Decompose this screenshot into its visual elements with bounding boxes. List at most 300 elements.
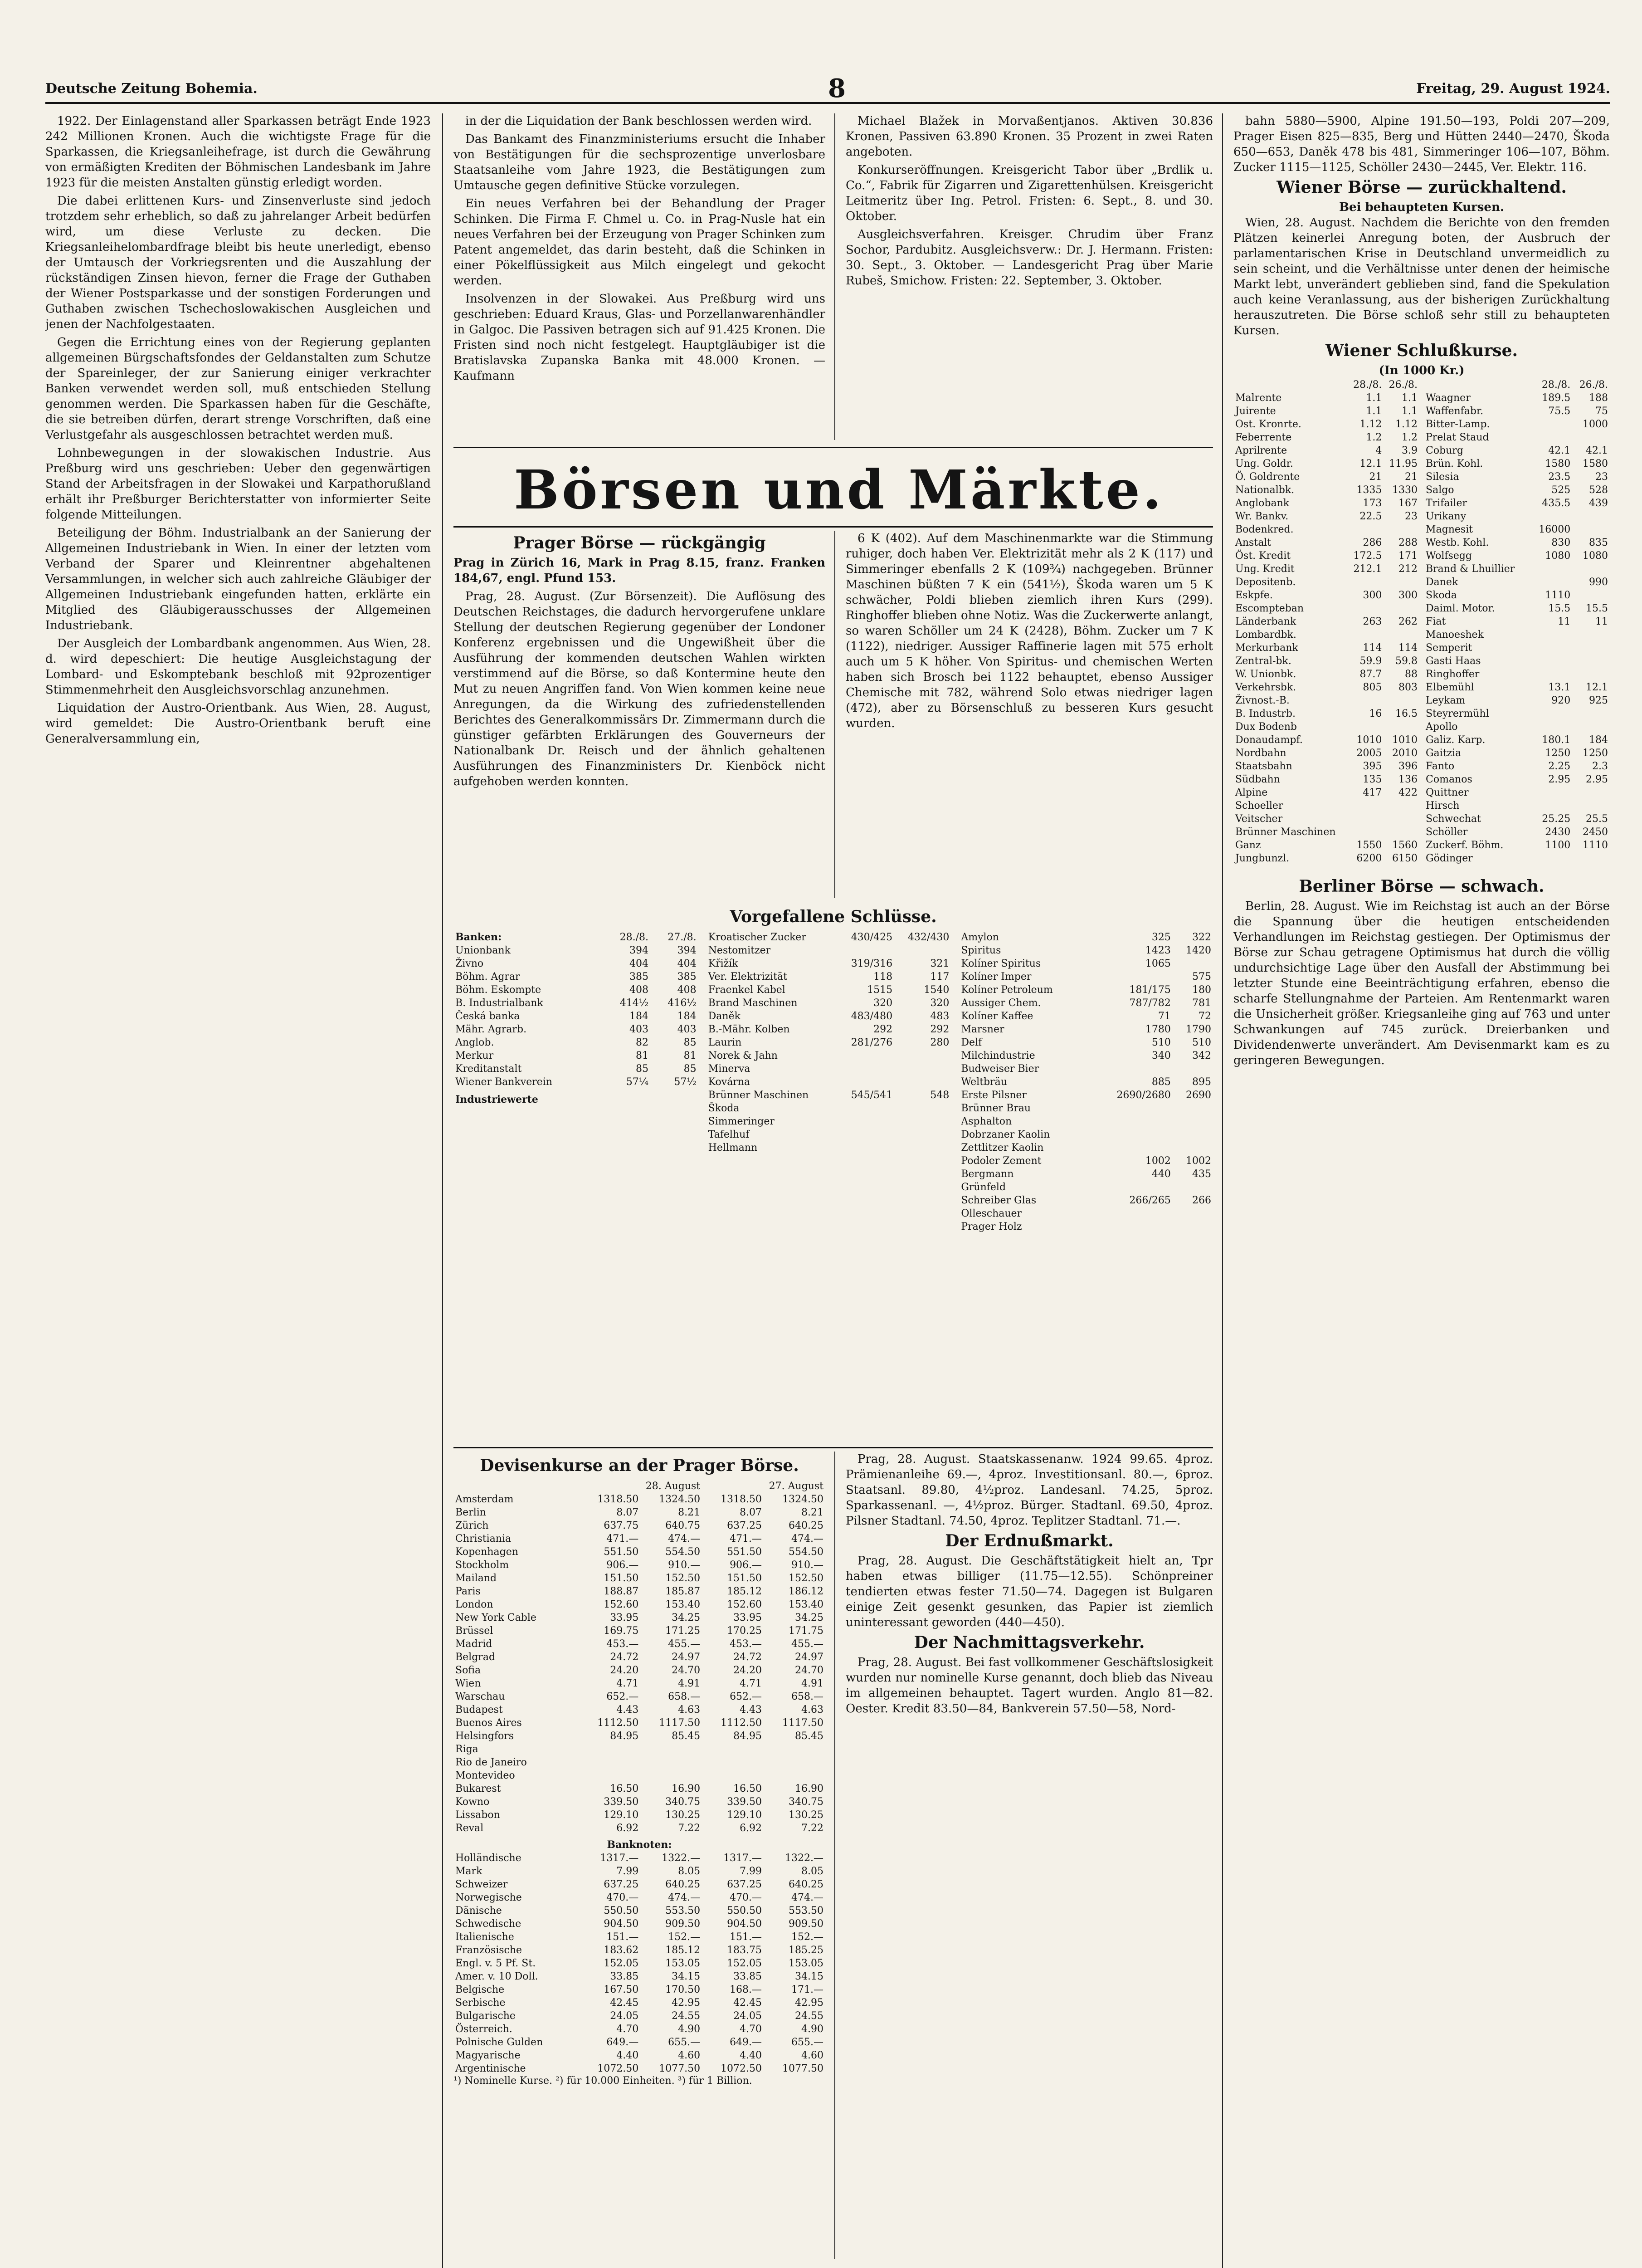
row-value: 909.50 (665, 1918, 701, 1930)
devisen-row (453, 1651, 825, 1664)
row-label: Brand & Lhuillier (1426, 563, 1515, 575)
industrie-row (959, 1220, 1213, 1233)
row-label: Holländische (455, 1853, 521, 1864)
row-value: 553.50 (789, 1905, 823, 1916)
row-value: 152.05 (727, 1958, 762, 1969)
row-value (1092, 1128, 1172, 1141)
row-value (1173, 1141, 1213, 1154)
row-value: 2430 (1545, 826, 1571, 838)
row-label: Norwegische (455, 1892, 522, 1903)
banken-row (453, 1036, 698, 1049)
industrie-row (706, 957, 951, 970)
row-label: Bitter-Lamp. (1426, 419, 1490, 430)
row-value: 455.— (791, 1638, 823, 1650)
row-value: 1.1 (1402, 392, 1418, 404)
row-value: 1002 (1145, 1155, 1171, 1167)
row-value (1531, 431, 1572, 444)
row-value (838, 1115, 894, 1128)
row-label: Norek & Jahn (708, 1050, 778, 1061)
row-value: 266 (1192, 1195, 1211, 1206)
row-value: 180 (1192, 984, 1211, 996)
row-value: 339.50 (727, 1796, 762, 1808)
col1-paragraph: Die dabei erlittenen Kurs- und Zinsenverluste sind jedoch trotzdem sehr erheblich, so daß zu jahrelanger Arbeit bedürfen wird, um diese Verluste zu decken. Die Kriegsanleihelombardfrage bleibt bis heute unerledigt, ebenso der Umtausch der Vorkriegsrenten und die Auszahlung der rückständigen Zinsen hievon, ferner die Frage der Guthaben der Wiener Postsparkasse und der sonstigen Forderungen und Guthaben zwischen Tschechoslowakischen Ausgleichen und jenen der Nachfolgestaaten. (45, 194, 431, 331)
row-value (1384, 826, 1419, 839)
row-value (1572, 431, 1610, 444)
row-value: 75 (1595, 406, 1608, 417)
row-value: 339.50 (604, 1796, 639, 1808)
row-label: Christiania (455, 1533, 512, 1545)
row-value: 16.5 (1395, 708, 1418, 719)
industrie-row (959, 1023, 1213, 1036)
row-value: 34.25 (795, 1612, 823, 1623)
row-label: Apollo (1426, 721, 1458, 733)
row-value: 4.60 (678, 2050, 701, 2061)
row-value (894, 1062, 951, 1075)
banknoten-row (453, 1917, 825, 1931)
row-label: Quittner (1426, 787, 1469, 798)
row-value: 528 (1589, 484, 1608, 496)
banknoten-row (453, 2036, 825, 2049)
row-value: 152.50 (665, 1573, 701, 1584)
row-label: Ganz (1235, 840, 1261, 851)
row-label: Amylon (961, 932, 999, 943)
row-label: Milchindustrie (961, 1050, 1035, 1061)
row-value: 24.05 (733, 2010, 762, 2022)
row-value: 1335 (1356, 484, 1382, 496)
row-value: 4.90 (801, 2024, 823, 2035)
industrie-row (706, 1115, 951, 1128)
wiener-kurs-row (1233, 826, 1419, 839)
row-value: 4.43 (740, 1704, 762, 1716)
row-value: 300 (1363, 590, 1382, 601)
row-label: Danek (1426, 577, 1458, 588)
wiener-kurs-row (1424, 589, 1610, 602)
row-label: Škoda (708, 1103, 740, 1114)
row-value: 82 (636, 1037, 649, 1048)
row-value: 1420 (1186, 945, 1211, 956)
banken-table (453, 931, 698, 1106)
row-value (1572, 510, 1610, 523)
row-value: 321 (930, 958, 950, 969)
row-value: 483 (930, 1011, 950, 1022)
banken-row (453, 983, 698, 997)
row-value: 1.2 (1366, 432, 1382, 443)
row-value: 548 (930, 1090, 950, 1101)
row-value: 11 (1595, 616, 1608, 627)
row-value (1384, 523, 1419, 536)
row-label: Amer. v. 10 Doll. (455, 1971, 538, 1982)
col3-paragraph: Michael Blažek in Morvaßentjanos. Aktiven 30.836 Kronen, Passiven 63.890 Kronen. 35 Prozent in zwei Raten angeboten. (846, 114, 1213, 159)
row-value: 172.5 (1353, 550, 1382, 562)
row-value: 1072.50 (721, 2063, 762, 2074)
row-value: 153.05 (789, 1958, 823, 1969)
row-value: 320 (873, 997, 893, 1009)
wiener-kurs-row (1233, 707, 1419, 720)
market-paragraph: 6 K (402). Auf dem Maschinenmarkte war die Stimmung ruhiger, doch haben Ver. Elektrizität mehr als 2 K (117) und Simmeringer ebenfalls 2 K (109¾) nachgegeben. Brünner Maschinen büßten 7 K ein (541½), Škoda waren um 5 K schwächer, Poldi blieben ziemlich ihren Kurs (299). Ringhoffer blieben ohne Notiz. Was die Zuckerwerte anlangt, so waren Schöller um 24 K (2428), Böhm. Zucker um 7 K (1122), niedriger. Aussiger Raffinerie lagen mit 575 erholt auch um 5 K höher. Von Spiritus- und chemischen Werten haben sich Brosch bei 1122 behauptet, ebenso Aussiger Chemische mit 782, während Solo etwas niedriger lagen (472), aber zu Börsenschluß zu besseren Kurs gesucht wurden. (846, 532, 1213, 730)
row-value (640, 1756, 702, 1769)
row-value: 403 (677, 1024, 697, 1035)
row-label: Engl. v. 5 Pf. St. (455, 1958, 536, 1969)
devisen-row (453, 1716, 825, 1730)
industrie-row (959, 1154, 1213, 1168)
wiener-kurs-row (1424, 786, 1610, 799)
row-value: 300 (1398, 590, 1418, 601)
row-label: Brünner Maschinen (1235, 826, 1336, 838)
row-value: 545/541 (851, 1090, 893, 1101)
row-value: 340.75 (665, 1796, 701, 1808)
vorgefallene-heading: Vorgefallene Schlüsse. (730, 907, 937, 926)
column-2-top (453, 113, 825, 440)
row-label: Aprilrente (1235, 445, 1287, 456)
row-value: 1100 (1545, 840, 1571, 851)
row-value: 1318.50 (721, 1494, 762, 1505)
wiener-kurs-row (1424, 773, 1610, 786)
row-value: 183.75 (727, 1945, 762, 1956)
row-value (1348, 523, 1384, 536)
wiener-boerse-heading: Wiener Börse — zurückhaltend. (1277, 178, 1567, 197)
row-label: Böhm. Eskompte (455, 984, 541, 996)
devisen-row (453, 1545, 825, 1559)
row-label: Manoeshek (1426, 629, 1484, 640)
row-value: 655.— (791, 2037, 823, 2048)
industrie-row (959, 1062, 1213, 1075)
wiener-kurs-row (1424, 549, 1610, 562)
row-label: Ung. Goldr. (1235, 458, 1293, 469)
row-value: 1324.50 (782, 1494, 823, 1505)
staatskassen-text: Prag, 28. August. Staatskassenanw. 1924 99.65. 4proz. Prämienanleihe 69.—, 4proz. Investitionsanl. 80.—, 6proz. Staatsanl. 89.80, 4½proz. Landesanl. 74.25, 5proz. Sparkassenanl. —, 4½proz. Bürger. Stadtanl. 69.50, 4proz. Pilsner Stadtanl. 74.50, 4proz. Teplitzer Stadtanl. 71.—. (846, 1452, 1213, 1528)
row-value (1531, 852, 1572, 865)
row-value (1384, 628, 1419, 641)
row-value: 1250 (1545, 748, 1571, 759)
col-head: 26./8. (1579, 379, 1608, 391)
row-label: Galiz. Karp. (1426, 734, 1486, 746)
row-value: 16.90 (795, 1783, 823, 1794)
row-value: 1322.— (785, 1853, 823, 1864)
banknoten-row (453, 2062, 825, 2075)
row-value (1092, 1207, 1172, 1220)
row-value: 895 (1192, 1076, 1211, 1088)
devisen-date: 28. August (645, 1481, 701, 1492)
wiener-kurs-row (1233, 760, 1419, 773)
row-value: 262 (1398, 616, 1418, 627)
wiener-kurs-row (1233, 484, 1419, 497)
row-label: Ver. Elektrizität (708, 971, 787, 982)
row-value: 1010 (1356, 734, 1382, 746)
devisen-row (453, 1611, 825, 1624)
row-value: 1780 (1145, 1024, 1171, 1035)
row-value: 130.25 (665, 1809, 701, 1821)
row-value: 130.25 (789, 1809, 823, 1821)
row-value: 910.— (668, 1559, 701, 1571)
row-value: 151.50 (604, 1573, 639, 1584)
row-value (1384, 812, 1419, 826)
devisen-table (453, 1480, 825, 2075)
row-value: 4.71 (740, 1678, 762, 1689)
row-value: 422 (1398, 787, 1418, 798)
column-3-bottom (846, 1452, 1213, 2259)
row-value: 135 (1363, 774, 1382, 785)
row-value: 23 (1405, 511, 1418, 522)
row-value: 385 (629, 971, 649, 982)
row-value: 640.25 (665, 1879, 701, 1890)
row-value: 1117.50 (659, 1717, 701, 1729)
wiener-kurs-row (1424, 839, 1610, 852)
row-label: Dänische (455, 1905, 502, 1916)
row-label: Brün. Kohl. (1426, 458, 1483, 469)
row-value: 152.— (791, 1931, 823, 1943)
col1-paragraph: Gegen die Errichtung eines von der Regierung geplanten allgemeinen Bürgschaftsfondes der Geldanstalten zum Schutze der Spareinleger, der zur Sanierung einiger verkrachter Banken verwendet werden soll, muß entschieden Stellung genommen werden. Die Sparkassen haben für die Geschäfte, die sie betreiben dürfen, derart strenge Vorschriften, daß eine Verlustgefahr als ausgeschlossen betrachtet werden muß. (45, 336, 431, 442)
row-value (838, 1062, 894, 1075)
row-value (1173, 1181, 1213, 1194)
row-value: 212 (1398, 563, 1418, 575)
column-4 (1233, 113, 1610, 2268)
row-value: 8.05 (678, 1866, 701, 1877)
wiener-kurs-row (1233, 615, 1419, 628)
wiener-kurs-row (1233, 418, 1419, 431)
row-value (640, 1743, 702, 1756)
row-value (702, 1769, 764, 1782)
row-label: Daiml. Motor. (1426, 603, 1495, 614)
row-value: 906.— (606, 1559, 639, 1571)
row-value: 408 (629, 984, 649, 996)
row-value: 455.— (668, 1638, 701, 1650)
row-label: Magnesit (1426, 524, 1473, 535)
vorgefallene-schluesse (453, 903, 1213, 1442)
row-label: Argentinische (455, 2063, 526, 2074)
wiener-kurs-row (1233, 523, 1419, 536)
wiener-kurs-row (1424, 484, 1610, 497)
row-value: 114 (1398, 642, 1418, 654)
row-value: 281/276 (851, 1037, 893, 1048)
page-header (45, 75, 1610, 104)
row-value: 171.— (791, 1984, 823, 1995)
industrie-row (959, 1075, 1213, 1089)
row-value: 153.05 (665, 1958, 701, 1969)
industrie-row (959, 1102, 1213, 1115)
row-label: Länderbank (1235, 616, 1296, 627)
row-value: 340 (1151, 1050, 1171, 1061)
row-value (640, 1769, 702, 1782)
row-label: Sofia (455, 1665, 481, 1676)
row-value: 24.70 (672, 1665, 701, 1676)
row-value: 170.50 (665, 1984, 701, 1995)
section-rule (453, 526, 1213, 528)
wiener-kurs-row (1233, 431, 1419, 444)
row-label: B.-Mähr. Kolben (708, 1024, 790, 1035)
wiener-boerse-sub: Bei behaupteten Kursen. (1339, 200, 1504, 214)
wiener-kurs-row (1424, 826, 1610, 839)
row-label: Alpine (1235, 787, 1268, 798)
devisen-row (453, 1756, 825, 1769)
row-value (1173, 1062, 1213, 1075)
row-value: 6150 (1392, 853, 1418, 864)
row-value: 640.75 (665, 1520, 701, 1531)
col1-paragraph: Lohnbewegungen in der slowakischen Industrie. Aus Preßburg wird uns geschrieben: Ueber den gegenwärtigen Stand der Arbeitsfragen in der Slowakei und Karpathorußland erhält ihr Preßburger Berichterstatter von informierter Seite folgende Mitteilungen. (45, 446, 431, 522)
row-value: 474.— (791, 1533, 823, 1545)
industrie-row (959, 997, 1213, 1010)
row-value: 575 (1192, 971, 1211, 982)
devisen-row (453, 1506, 825, 1519)
row-value: 185.12 (665, 1945, 701, 1956)
row-value: 280 (930, 1037, 950, 1048)
banknoten-row (453, 1904, 825, 1917)
row-label: Hellmann (708, 1142, 758, 1154)
berliner-boerse-text: Berlin, 28. August. Wie im Reichstag ist auch an der Börse die Spannung über die heutigen entscheidenden Verhandlungen im Reichstag gestiegen. Der Optimismus der Börse zur Schau getragene Optimismus hat durch die völlig undurchsichtige Lage über den Ausfall der Abstimmung bei letzter Stunde eine Beeinträchtigung erfahren, ebenso die scharfe Stellungnahme der Parteien. Am Rentenmarkt waren die Unsicherheit größer. Kriegsanleihe ging auf 763 und unter Schwankungen auf 745 zurück. Dreierbanken und Dividendenwerte unverändert. Am Devisenmarkt kam es zu geringeren Bewegungen. (1233, 899, 1610, 1067)
row-label: Unionbank (455, 945, 511, 956)
row-label: Magyarische (455, 2050, 521, 2061)
row-value: 85 (636, 1063, 649, 1075)
industrie-row (959, 944, 1213, 957)
row-value: 554.50 (665, 1546, 701, 1558)
row-value (1384, 576, 1419, 589)
row-label: Anglob. (455, 1037, 494, 1048)
header-newspaper-name: Deutsche Zeitung Bohemia. (45, 80, 258, 97)
row-value (838, 1141, 894, 1154)
row-label: Anglobank (1235, 498, 1290, 509)
row-value: 42.1 (1586, 445, 1608, 456)
row-value: 22.5 (1359, 511, 1382, 522)
row-value: 430/425 (851, 932, 893, 943)
row-value: 152.— (668, 1931, 701, 1943)
row-value (764, 1756, 825, 1769)
row-label: Silesia (1426, 471, 1459, 483)
row-label: Dobrzaner Kaolin (961, 1129, 1050, 1140)
row-label: Zentral-bk. (1235, 655, 1291, 667)
row-label: Simmeringer (708, 1116, 775, 1127)
row-label: B. Industrialbank (455, 997, 543, 1009)
row-value: 4.91 (678, 1678, 701, 1689)
industrie-row (959, 1207, 1213, 1220)
row-value (894, 1075, 951, 1089)
row-value: 24.72 (610, 1652, 639, 1663)
row-value: 640.25 (789, 1520, 823, 1531)
row-label: Schwedische (455, 1918, 521, 1930)
row-value (702, 1743, 764, 1756)
row-label: Merkurbank (1235, 642, 1298, 654)
industrie-row (959, 983, 1213, 997)
row-value: 440 (1151, 1168, 1171, 1180)
row-label: Semperit (1426, 642, 1472, 654)
row-value: 1110 (1583, 840, 1608, 851)
devisen-date: 27. August (769, 1481, 823, 1492)
row-value: 2690/2680 (1116, 1090, 1171, 1101)
row-label: Fraenkel Kabel (708, 984, 785, 996)
row-value: 185.87 (665, 1586, 701, 1597)
row-label: Lissabon (455, 1809, 500, 1821)
row-label: W. Unionbk. (1235, 669, 1296, 680)
row-value: 84.95 (733, 1730, 762, 1742)
row-value: 2010 (1392, 748, 1418, 759)
row-value (1092, 970, 1172, 983)
row-value: 342 (1192, 1050, 1211, 1061)
row-label: Wr. Bankv. (1235, 511, 1289, 522)
row-value: 185.12 (727, 1586, 762, 1597)
industrie-row (959, 931, 1213, 944)
row-label: Brünner Maschinen (708, 1090, 809, 1101)
wiener-kurs-row (1424, 628, 1610, 641)
section-title: Börsen und Märkte. (514, 458, 1164, 521)
devisen-row (453, 1795, 825, 1809)
row-value (1572, 589, 1610, 602)
row-label: Öst. Kredit (1235, 550, 1291, 562)
banknoten-row (453, 2009, 825, 2023)
nachmittag-heading: Der Nachmittagsverkehr. (914, 1633, 1145, 1652)
row-label: London (455, 1599, 493, 1610)
banken-row (453, 957, 698, 970)
row-value: 432/430 (907, 932, 950, 943)
industrie-row (706, 1023, 951, 1036)
row-value: 4.71 (616, 1678, 639, 1689)
row-value: 8.21 (801, 1507, 823, 1518)
row-value: 385 (677, 971, 697, 982)
row-label: Veitscher (1235, 813, 1283, 825)
row-value: 909.50 (789, 1918, 823, 1930)
row-label: Kolíner Kaffee (961, 1011, 1033, 1022)
section-rule (453, 447, 1213, 448)
row-value: 12.1 (1586, 682, 1608, 693)
industrie-row (706, 1075, 951, 1089)
col2-paragraph: Insolvenzen in der Slowakei. Aus Preßburg wird uns geschrieben: Eduard Kraus, Glas- und Porzellanwarenhändler in Galgoc. Die Passiven betragen sich auf 91.425 Kronen. Die Fristen sind noch nicht festgelegt. Hauptgläubiger ist die Bratislavska Zupanska Banka mit 48.000 Kronen. — Kaufmann (453, 292, 825, 383)
row-value: 471.— (606, 1533, 639, 1545)
row-value (1531, 628, 1572, 641)
column-rule (834, 531, 835, 898)
row-value: 185.25 (789, 1945, 823, 1956)
row-value: 1.12 (1395, 419, 1418, 430)
row-value: 3.9 (1402, 445, 1418, 456)
row-label: Nestomitzer (708, 945, 771, 956)
industrie-row (959, 1194, 1213, 1207)
row-value: 453.— (730, 1638, 762, 1650)
row-value: 830 (1551, 537, 1571, 548)
row-value: 24.72 (733, 1652, 762, 1663)
row-value: 16.50 (733, 1783, 762, 1794)
row-label: Salgo (1426, 484, 1454, 496)
row-value: 6200 (1356, 853, 1382, 864)
row-value: 1.1 (1366, 406, 1382, 417)
row-value: 637.75 (604, 1520, 639, 1531)
row-label: Leykam (1426, 695, 1466, 706)
row-value (1092, 1102, 1172, 1115)
row-value (579, 1769, 640, 1782)
row-value: 153.40 (789, 1599, 823, 1610)
row-label: Schweizer (455, 1879, 508, 1890)
row-value: 183.62 (604, 1945, 639, 1956)
row-label: Budapest (455, 1704, 503, 1716)
row-value: 57¼ (626, 1076, 649, 1088)
col1-paragraph: Der Ausgleich der Lombardbank angenommen. Aus Wien, 28. d. wird depeschiert: Die heutige Ausgleichstagung der Lombard- und Eskomptebank beschloß mit 92prozentiger Stimmenmehrheit den Ausgleichsvorschlag anzunehmen. (45, 637, 431, 697)
column-rule (834, 1452, 835, 2259)
row-label: Malrente (1235, 392, 1282, 404)
wiener-kurs-row (1424, 405, 1610, 418)
row-value: 474.— (668, 1533, 701, 1545)
row-value (1384, 694, 1419, 707)
banknoten-row (453, 1957, 825, 1970)
row-value: 1330 (1392, 484, 1418, 496)
row-value: 151.50 (727, 1573, 762, 1584)
row-value (894, 1128, 951, 1141)
row-value (1348, 602, 1384, 615)
row-label: Ringhoffer (1426, 669, 1480, 680)
wiener-kurs-row (1233, 576, 1419, 589)
industrie-row (959, 1049, 1213, 1062)
row-label: Česká banka (455, 1011, 520, 1022)
row-value: 1.1 (1402, 406, 1418, 417)
row-value: 805 (1363, 682, 1382, 693)
row-label: Kreditanstalt (455, 1063, 522, 1075)
row-value: 1515 (867, 984, 893, 996)
industrie-row (959, 1168, 1213, 1181)
row-value (1348, 720, 1384, 733)
